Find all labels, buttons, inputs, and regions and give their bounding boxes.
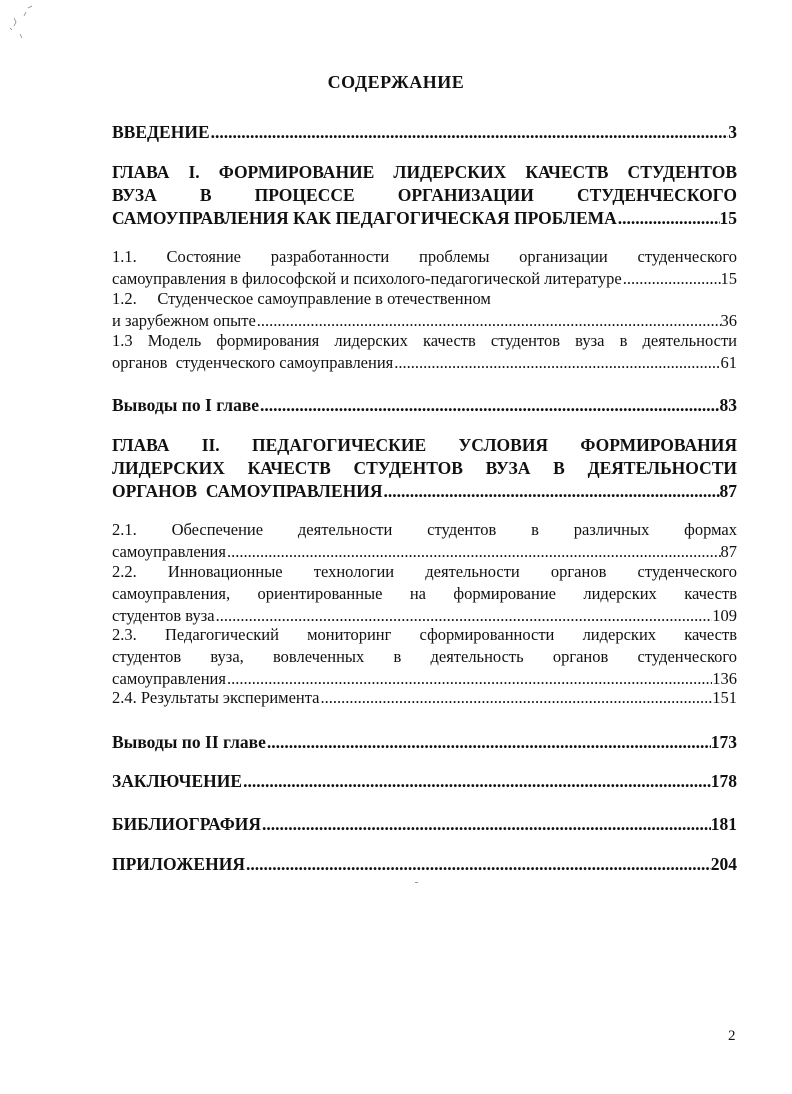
toc-leader xyxy=(210,121,729,143)
scan-artifact-mark xyxy=(6,4,40,44)
toc-entry-section-2-2[interactable] xyxy=(112,561,737,627)
toc-entry-section-1-1[interactable] xyxy=(112,246,737,290)
toc-label: ЗАКЛЮЧЕНИЕ xyxy=(112,771,243,791)
toc-line: ВУЗА В ПРОЦЕССЕ ОРГАНИЗАЦИИ СТУДЕНЧЕСКОГО xyxy=(112,185,737,205)
toc-page: 15 xyxy=(719,208,737,228)
toc-leader xyxy=(383,480,720,503)
toc-entry-conclusion[interactable] xyxy=(112,770,737,792)
toc-page: 151 xyxy=(712,688,737,707)
toc-label: Выводы по II главе xyxy=(112,732,266,752)
toc-entry-introduction[interactable] xyxy=(112,121,737,143)
toc-page: 87 xyxy=(720,542,737,561)
toc-leader xyxy=(261,813,711,835)
toc-page: 181 xyxy=(710,814,737,834)
toc-label: 2.4. Результаты эксперимента xyxy=(112,688,320,707)
toc-page: 3 xyxy=(728,122,737,142)
toc-line: самоуправления, ориентированные на формирование лидерских качеств xyxy=(112,584,737,603)
toc-page: 87 xyxy=(719,481,737,501)
toc-page: 178 xyxy=(710,771,737,791)
toc-entry-section-2-1[interactable] xyxy=(112,519,737,563)
toc-entry-bibliography[interactable] xyxy=(112,813,737,835)
toc-entry-section-1-3[interactable] xyxy=(112,330,737,374)
toc-label: самоуправления xyxy=(112,669,226,688)
toc-entry-chapter-2[interactable] xyxy=(112,434,737,503)
toc-entry-section-2-3[interactable] xyxy=(112,624,737,690)
toc-line: 2.1. Обеспечение деятельности студентов в различных формах xyxy=(112,520,737,539)
toc-leader xyxy=(226,541,721,563)
toc-leader xyxy=(259,394,719,416)
toc-page: 15 xyxy=(720,269,737,288)
toc-leader xyxy=(245,853,711,875)
toc-leader xyxy=(622,268,721,290)
toc-line: ГЛАВА I. ФОРМИРОВАНИЕ ЛИДЕРСКИХ КАЧЕСТВ СТУДЕНТОВ xyxy=(112,162,737,182)
toc-line: ГЛАВА II. ПЕДАГОГИЧЕСКИЕ УСЛОВИЯ ФОРМИРОВАНИЯ xyxy=(112,435,737,455)
toc-label: САМОУПРАВЛЕНИЯ КАК ПЕДАГОГИЧЕСКАЯ ПРОБЛЕМА xyxy=(112,208,617,228)
toc-leader xyxy=(393,352,720,374)
toc-label: органов студенческого самоуправления xyxy=(112,353,394,372)
toc-leader xyxy=(617,207,720,230)
toc-label: студентов вуза xyxy=(112,606,215,625)
toc-label: БИБЛИОГРАФИЯ xyxy=(112,814,261,834)
toc-label: ПРИЛОЖЕНИЯ xyxy=(112,854,245,874)
toc-entry-section-2-4[interactable] xyxy=(112,687,737,709)
toc-entry-section-1-2[interactable] xyxy=(112,288,737,332)
toc-label: ВВЕДЕНИЕ xyxy=(112,122,210,142)
toc-label: Выводы по I главе xyxy=(112,395,260,415)
page-title: СОДЕРЖАНИЕ xyxy=(327,72,465,92)
toc-leader xyxy=(256,310,721,332)
toc-label: самоуправления в философской и психолого-педагогической литературе xyxy=(112,269,622,288)
toc-line: 1.1. Состояние разработанности проблемы организации студенческого xyxy=(112,247,737,266)
toc-entry-chapter-1[interactable] xyxy=(112,161,737,230)
toc-line: студентов вуза, вовлеченных в деятельность органов студенческого xyxy=(112,647,737,666)
toc-leader xyxy=(242,770,711,792)
toc-page: 83 xyxy=(719,395,737,415)
toc-page: 173 xyxy=(710,732,737,752)
toc-line: 1.3 Модель формирования лидерских качеств студентов вуза в деятельности xyxy=(112,331,737,350)
toc-entry-conclusions-2[interactable] xyxy=(112,731,737,753)
toc-line: ЛИДЕРСКИХ КАЧЕСТВ СТУДЕНТОВ ВУЗА В ДЕЯТЕЛЬНОСТИ xyxy=(112,458,737,478)
toc-entry-appendices[interactable] xyxy=(112,853,737,875)
toc-line: 2.3. Педагогический мониторинг сформированности лидерских качеств xyxy=(112,625,737,644)
page-number: 2 xyxy=(728,1028,736,1044)
toc-label: самоуправления xyxy=(112,542,226,561)
toc-page: 136 xyxy=(712,669,737,688)
toc-page: 61 xyxy=(720,353,737,372)
toc-page: 36 xyxy=(720,311,737,330)
toc-label: и зарубежном опыте xyxy=(112,311,256,330)
toc-page: 109 xyxy=(712,606,737,625)
toc-page: 204 xyxy=(710,854,737,874)
toc-label: ОРГАНОВ САМОУПРАВЛЕНИЯ xyxy=(112,481,383,501)
toc-leader xyxy=(320,687,713,709)
toc-leader xyxy=(266,731,711,753)
toc-line: 1.2. Студенческое самоуправление в отечественном xyxy=(112,289,491,308)
scan-speck xyxy=(415,882,418,883)
toc-line: 2.2. Инновационные технологии деятельности органов студенческого xyxy=(112,562,737,581)
toc-entry-conclusions-1[interactable] xyxy=(112,394,737,416)
